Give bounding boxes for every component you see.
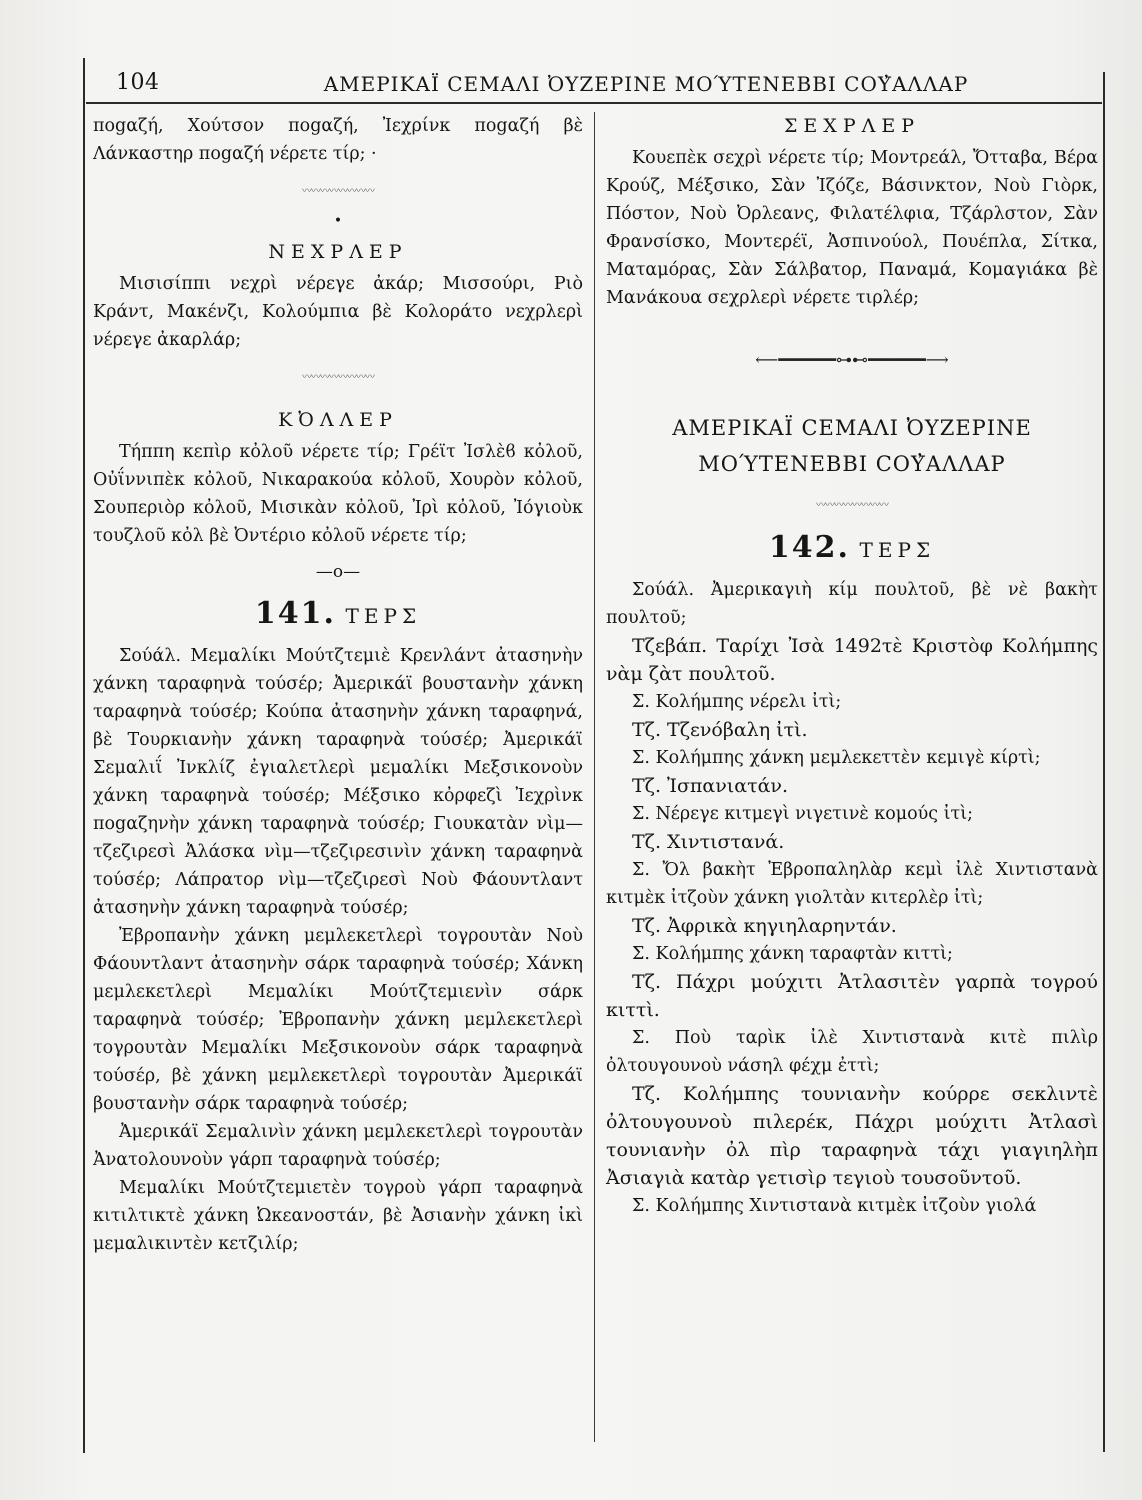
- question: Σ. Κολήμπης χάνκη μεμλεκεττὲν κεμιγὲ κίρτὶ;: [632, 748, 1041, 768]
- running-title: ΑΜΕΡΙΚΑΪ ϹΕΜΑΛΙ ὈΥΖΕΡΙΝΕ ΜΟΎΤΕΝΕΒΒΙ ϹΟΥ̓ΑΛΛΑΡ: [323, 72, 969, 96]
- right-column: [606, 112, 1098, 1220]
- question: Σ. Κολήμπης Χιντιστανὰ κιτμὲκ ἰτζοὺν γιολά: [632, 1196, 1037, 1216]
- answer: Τζ. Ἀφρικὰ κηγιηλαρηντάν.: [632, 915, 897, 937]
- lesson-heading-142: [606, 530, 1098, 566]
- paragraph: Σούάλ. Μεμαλίκι Μούτζτεμιὲ Κρενλάντ ἀτασηνὴν χάνκη ταραφηνὰ τούσέρ; Ἀμερικάϊ βουστανὴν χάνκη ταραφηνὰ τούσέρ; Κούπα ἀτασηνὴν χάνκη ταραφηνά, βὲ Τουρκιανὴν χάνκη ταραφηνὰ τούσέρ; Ἀμερικάϊ Σεμαλιΐ Ἰνκλίζ ἐγιαλετλερὶ μεμαλίκι Μεξσικονοὺν χάνκη ταραφηνὰ τούσέρ; Μέξσικο κὀρφεζὶ Ἰεχρὶνκ ποgαζηνὴν χάνκη ταραφηνὰ τούσέρ; Γιουκατὰν νὶμ—τζεζιρεσὶ Ἀλάσκα νὶμ—τζεζιρεσινὶν χάνκη ταραφηνὰ τούσέρ; Λάπρατορ νὶμ—τζεζιρεσὶ Νοὺ Φάουντλαντ ἀτασηνὴν χάνκη ταραφηνὰ τούσέρ;: [93, 646, 583, 918]
- paragraph: Μεμαλίκι Μούτζτεμιετὲν τογροὺ γάρπ ταραφηνὰ κιτιλτικτὲ χάνκη Ὠκεανοστάν, βὲ Ἀσιανὴν χάνκη ἰκὶ μεμαλικιντὲν κετζιλίρ;: [93, 1178, 583, 1254]
- section-heading-rivers: ΝΕΧΡΛΕΡ: [268, 241, 408, 263]
- paragraph: Ἀμερικάϊ Σεμαλινὶν χάνκη μεμλεκετλερὶ τογρουτὰν Ἀνατολουνοὺν γάρπ ταραφηνὰ τούσέρ;: [93, 1122, 583, 1170]
- page-border-left: [83, 58, 85, 1453]
- lesson-heading-141: [93, 596, 583, 632]
- answer: Τζ. Χιντιστανά.: [632, 831, 785, 853]
- lesson-word: ΤΕΡΣ: [345, 604, 422, 628]
- question: Σ. Ὄλ βακὴτ Ἐβροπαληλὰρ κεμὶ ἰλὲ Χιντιστανὰ κιτμὲκ ἰτζοὺν χάνκη γιολτὰν κιτερλὲρ ἰτὶ;: [606, 860, 1098, 908]
- left-column: [93, 112, 583, 1258]
- section-title: [606, 410, 1098, 482]
- paragraph: Ἐβροπανὴν χάνκη μεμλεκετλερὶ τογρουτὰν Νοὺ Φάουντλαντ ἀτασηνὴν σάρκ ταραφηνὰ τούσέρ; Χάνκη μεμλεκετλερὶ Μεμαλίκι Μούτζτεμιενὶν σάρκ ταραφηνὰ τούσέρ; Ἐβροπανὴν χάνκη μεμλεκετλερὶ τογρουτὰν Μεμαλίκι Μεξσικονοὺν σάρκ ταραφηνὰ τούσέρ, βὲ χάνκη μεμλεκετλερὶ τογρουτὰν Ἀμερικάϊ βουστανὴν σάρκ ταραφηνὰ τούσέρ;: [93, 926, 583, 1114]
- ornament-wavy: 〰〰〰〰〰〰〰〰: [302, 372, 374, 383]
- paragraph: ποgαζή, Χούτσον ποgαζή, Ἰεχρίνκ ποgαζή βὲ Λάνκαστηρ ποgαζή νέρετε τίρ; ·: [93, 116, 583, 164]
- page-header: [86, 62, 1102, 104]
- ornament-wavy: 〰〰〰〰〰〰〰〰: [816, 500, 888, 511]
- paragraph: Μισισίππι νεχρὶ νέρεγε ἀκάρ; Μισσούρι, Ριὸ Κράντ, Μακένζι, Κολούμπια βὲ Κολοράτο νεχρλερὶ νέρεγε ἀκαρλάρ;: [93, 274, 583, 350]
- ornament-dot: •: [333, 213, 343, 229]
- question: Σ. Νέρεγε κιτμεγὶ νιγετινὲ κομούς ἰτὶ;: [632, 804, 973, 824]
- column-divider: [594, 112, 595, 1442]
- answer: Τζεβάπ. Ταρίχι Ἰσὰ 1492τὲ Κριστὸφ Κολήμπης νὰμ ζὰτ πουλτοῦ.: [606, 635, 1098, 685]
- ornament-swirl: ⟵━━━━━━⊶⊷━━━━━━⟶: [755, 350, 949, 369]
- answer: Τζ. Κολήμπης τουνιανὴν κούρρε σεκλιντὲ ὀλτουγουνοὺ πιλερέκ, Πάχρι μούχιτι Ἀτλασὶ τουνιανὴν ὀλ πὶρ ταραφηνὰ τάχι γιαγιηλὴπ Ἀσιαγιὰ κατὰρ γετισὶρ τεγιοὺ τουσοῦντοῦ.: [606, 1083, 1098, 1189]
- question: Σ. Κολήμπης χάνκη ταραφτὰν κιττὶ;: [632, 944, 953, 964]
- section-title-line1: ΑΜΕΡΙΚΑΪ ϹΕΜΑΛΙ ὈΥΖΕΡΙΝΕ: [672, 416, 1032, 440]
- section-heading-lakes: ΚὈΛΛΕΡ: [278, 409, 398, 431]
- dialog: [606, 576, 1098, 1220]
- lesson-number: 142.: [768, 530, 850, 565]
- question: Σ. Ποὺ ταρὶκ ἰλὲ Χιντιστανὰ κιτὲ πιλὶρ ὀλτουγουνοὺ νάσηλ φέχμ ἐττὶ;: [606, 1028, 1098, 1076]
- answer: Τζ. Τζενόβαλη ἰτὶ.: [632, 719, 808, 741]
- paragraph: Κουεπὲκ σεχρὶ νέρετε τίρ; Μοντρεάλ, Ὄτταβα, Βέρα Κρούζ, Μέξσικο, Σὰν Ἰζόζε, Βάσινκτον, Νοὺ Γιὸρκ, Πόστον, Νοὺ Ὀρλεανς, Φιλατέλφια, Τζάρλστον, Σὰν Φρανσίσκο, Μοντερέϊ, Ἀσπινούολ, Πουέπλα, Σίτκα, Ματαμόρας, Σὰν Σάλβατορ, Παναμά, Κομαγιάκα βὲ Μανάκουα σεχρλερὶ νέρετε τιρλέρ;: [606, 148, 1098, 308]
- question: Σ. Κολήμπης νέρελι ἰτὶ;: [632, 692, 842, 712]
- ornament-wavy: 〰〰〰〰〰〰〰〰: [302, 186, 374, 197]
- lesson-number: 141.: [254, 596, 336, 631]
- page-number: 104: [116, 70, 160, 95]
- ornament-dash: —ο—: [315, 562, 361, 582]
- section-title-line2: ΜΟΎΤΕΝΕΒΒΙ ϹΟΥ̓ΑΛΛΑΡ: [698, 452, 1006, 476]
- answer: Τζ. Ἰσπανιατάν.: [632, 775, 788, 797]
- lesson-word: ΤΕΡΣ: [859, 538, 936, 562]
- paragraph: Τήππη κεπὶρ κὀλοῦ νέρετε τίρ; Γρέϊτ Ἰσλὲϐ κὀλοῦ, Οὐΐννιπὲκ κὀλοῦ, Νικαρακούα κὀλοῦ, Χουρὸν κὀλοῦ, Σουπεριὸρ κὀλοῦ, Μισικὰν κὀλοῦ, Ἰρὶ κὀλοῦ, Ἰόγιοὺκ τουζλοῦ κὀλ βὲ Ὀντέριο κὀλοῦ νέρετε τίρ;: [93, 442, 583, 546]
- section-heading-cities: ΣΕΧΡΛΕΡ: [784, 115, 920, 137]
- question: Σούάλ. Ἀμερικαγιὴ κίμ πουλτοῦ, βὲ νὲ βακὴτ πουλτοῦ;: [606, 580, 1098, 628]
- answer: Τζ. Πάχρι μούχιτι Ἀτλασιτὲν γαρπὰ τογρού κιττὶ.: [606, 971, 1098, 1021]
- page-border-right: [1103, 72, 1105, 1452]
